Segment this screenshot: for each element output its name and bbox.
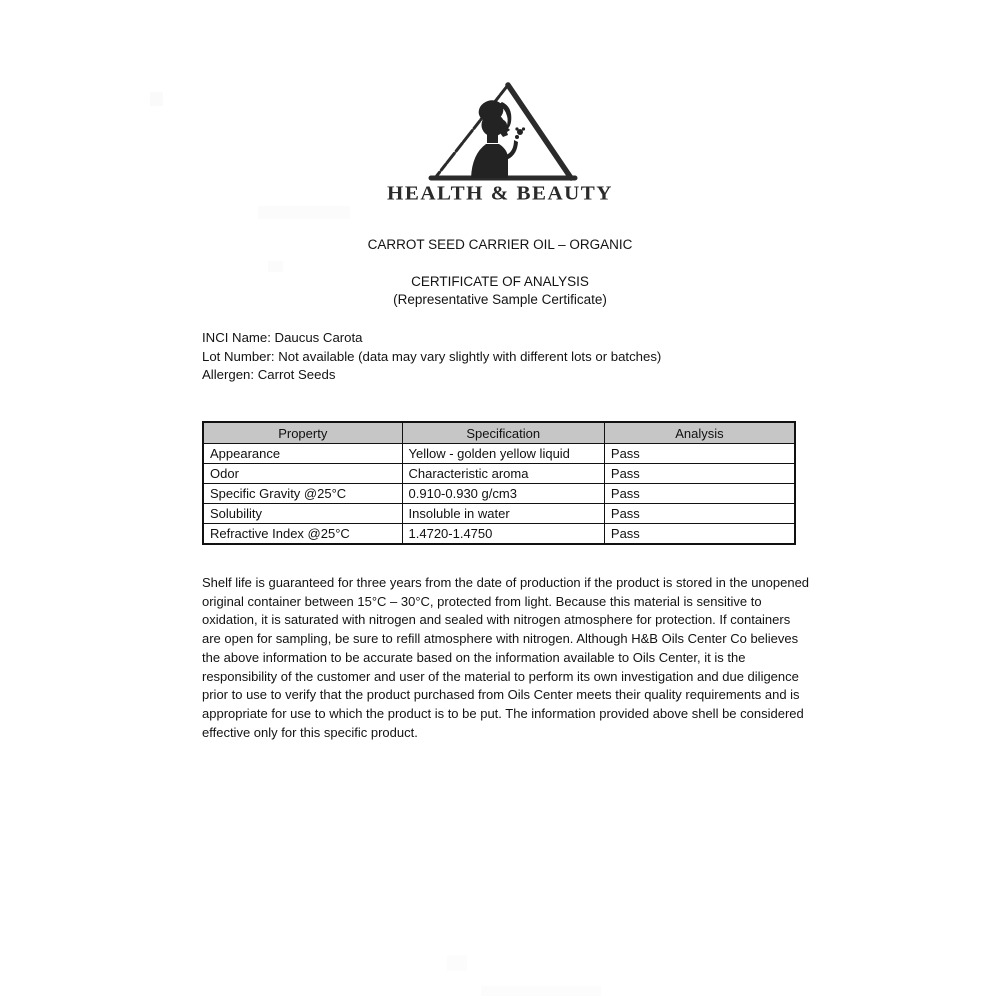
scan-artifact bbox=[447, 955, 467, 971]
col-header-specification: Specification bbox=[402, 422, 604, 444]
product-title: CARROT SEED CARRIER OIL – ORGANIC bbox=[367, 237, 633, 252]
shelf-life-paragraph: Shelf life is guaranteed for three years from the date of production if the product is stored in the unopened original container between 15°C – 30°C, protected from light. Because this material is sensitive to oxidation, it is saturated with nitrogen and sealed with nitrogen atmosphere for protection. If containers are open for sampling, be sure to refill atmosphere with nitrogen. Although H&B Oils Center Co believes the above information to be accurate based on the information available to Oils Center, it is the responsibility of the customer and user of the material to perform its own investigation and due diligence prior to use to verify that the product purchased from Oils Center meets their quality requirements and is appropriate for use to which the product is to be put. The information provided above shell be considered effective only for this specific product. bbox=[202, 575, 810, 740]
property-cell: Solubility bbox=[203, 504, 402, 524]
analysis-cell: Pass bbox=[604, 444, 795, 464]
analysis-cell: Pass bbox=[604, 504, 795, 524]
table-row bbox=[203, 484, 795, 504]
specification-cell: 1.4720-1.4750 bbox=[402, 524, 604, 545]
allergen-line: Allergen: Carrot Seeds bbox=[202, 367, 336, 383]
specification-cell: Characteristic aroma bbox=[402, 464, 604, 484]
table-row bbox=[203, 444, 795, 464]
col-header-analysis: Analysis bbox=[604, 422, 795, 444]
col-header-property: Property bbox=[203, 422, 402, 444]
property-cell: Specific Gravity @25°C bbox=[203, 484, 402, 504]
property-cell: Refractive Index @25°C bbox=[203, 524, 402, 545]
specification-cell: 0.910-0.930 g/cm3 bbox=[402, 484, 604, 504]
brand-logo bbox=[0, 82, 1000, 182]
table-row bbox=[203, 524, 795, 545]
specification-cell: Yellow - golden yellow liquid bbox=[402, 444, 604, 464]
triangle-woman-silhouette-icon bbox=[418, 82, 583, 182]
scan-artifact bbox=[481, 986, 601, 996]
table-header-row bbox=[203, 422, 795, 444]
brand-name: HEALTH & BEAUTY bbox=[387, 181, 613, 205]
certificate-title: CERTIFICATE OF ANALYSIS bbox=[411, 274, 589, 289]
table-row bbox=[203, 504, 795, 524]
product-info bbox=[202, 329, 842, 385]
analysis-cell: Pass bbox=[604, 524, 795, 545]
table-row bbox=[203, 464, 795, 484]
analysis-cell: Pass bbox=[604, 464, 795, 484]
specification-cell: Insoluble in water bbox=[402, 504, 604, 524]
scan-artifact bbox=[258, 206, 350, 219]
analysis-cell: Pass bbox=[604, 484, 795, 504]
property-cell: Odor bbox=[203, 464, 402, 484]
lot-number-line: Lot Number: Not available (data may vary slightly with different lots or batches) bbox=[202, 348, 662, 364]
property-cell: Appearance bbox=[203, 444, 402, 464]
analysis-table bbox=[202, 421, 796, 545]
inci-name-line: INCI Name: Daucus Carota bbox=[202, 330, 363, 345]
certificate-subtitle: (Representative Sample Certificate) bbox=[393, 292, 607, 307]
scan-artifact bbox=[268, 261, 283, 272]
